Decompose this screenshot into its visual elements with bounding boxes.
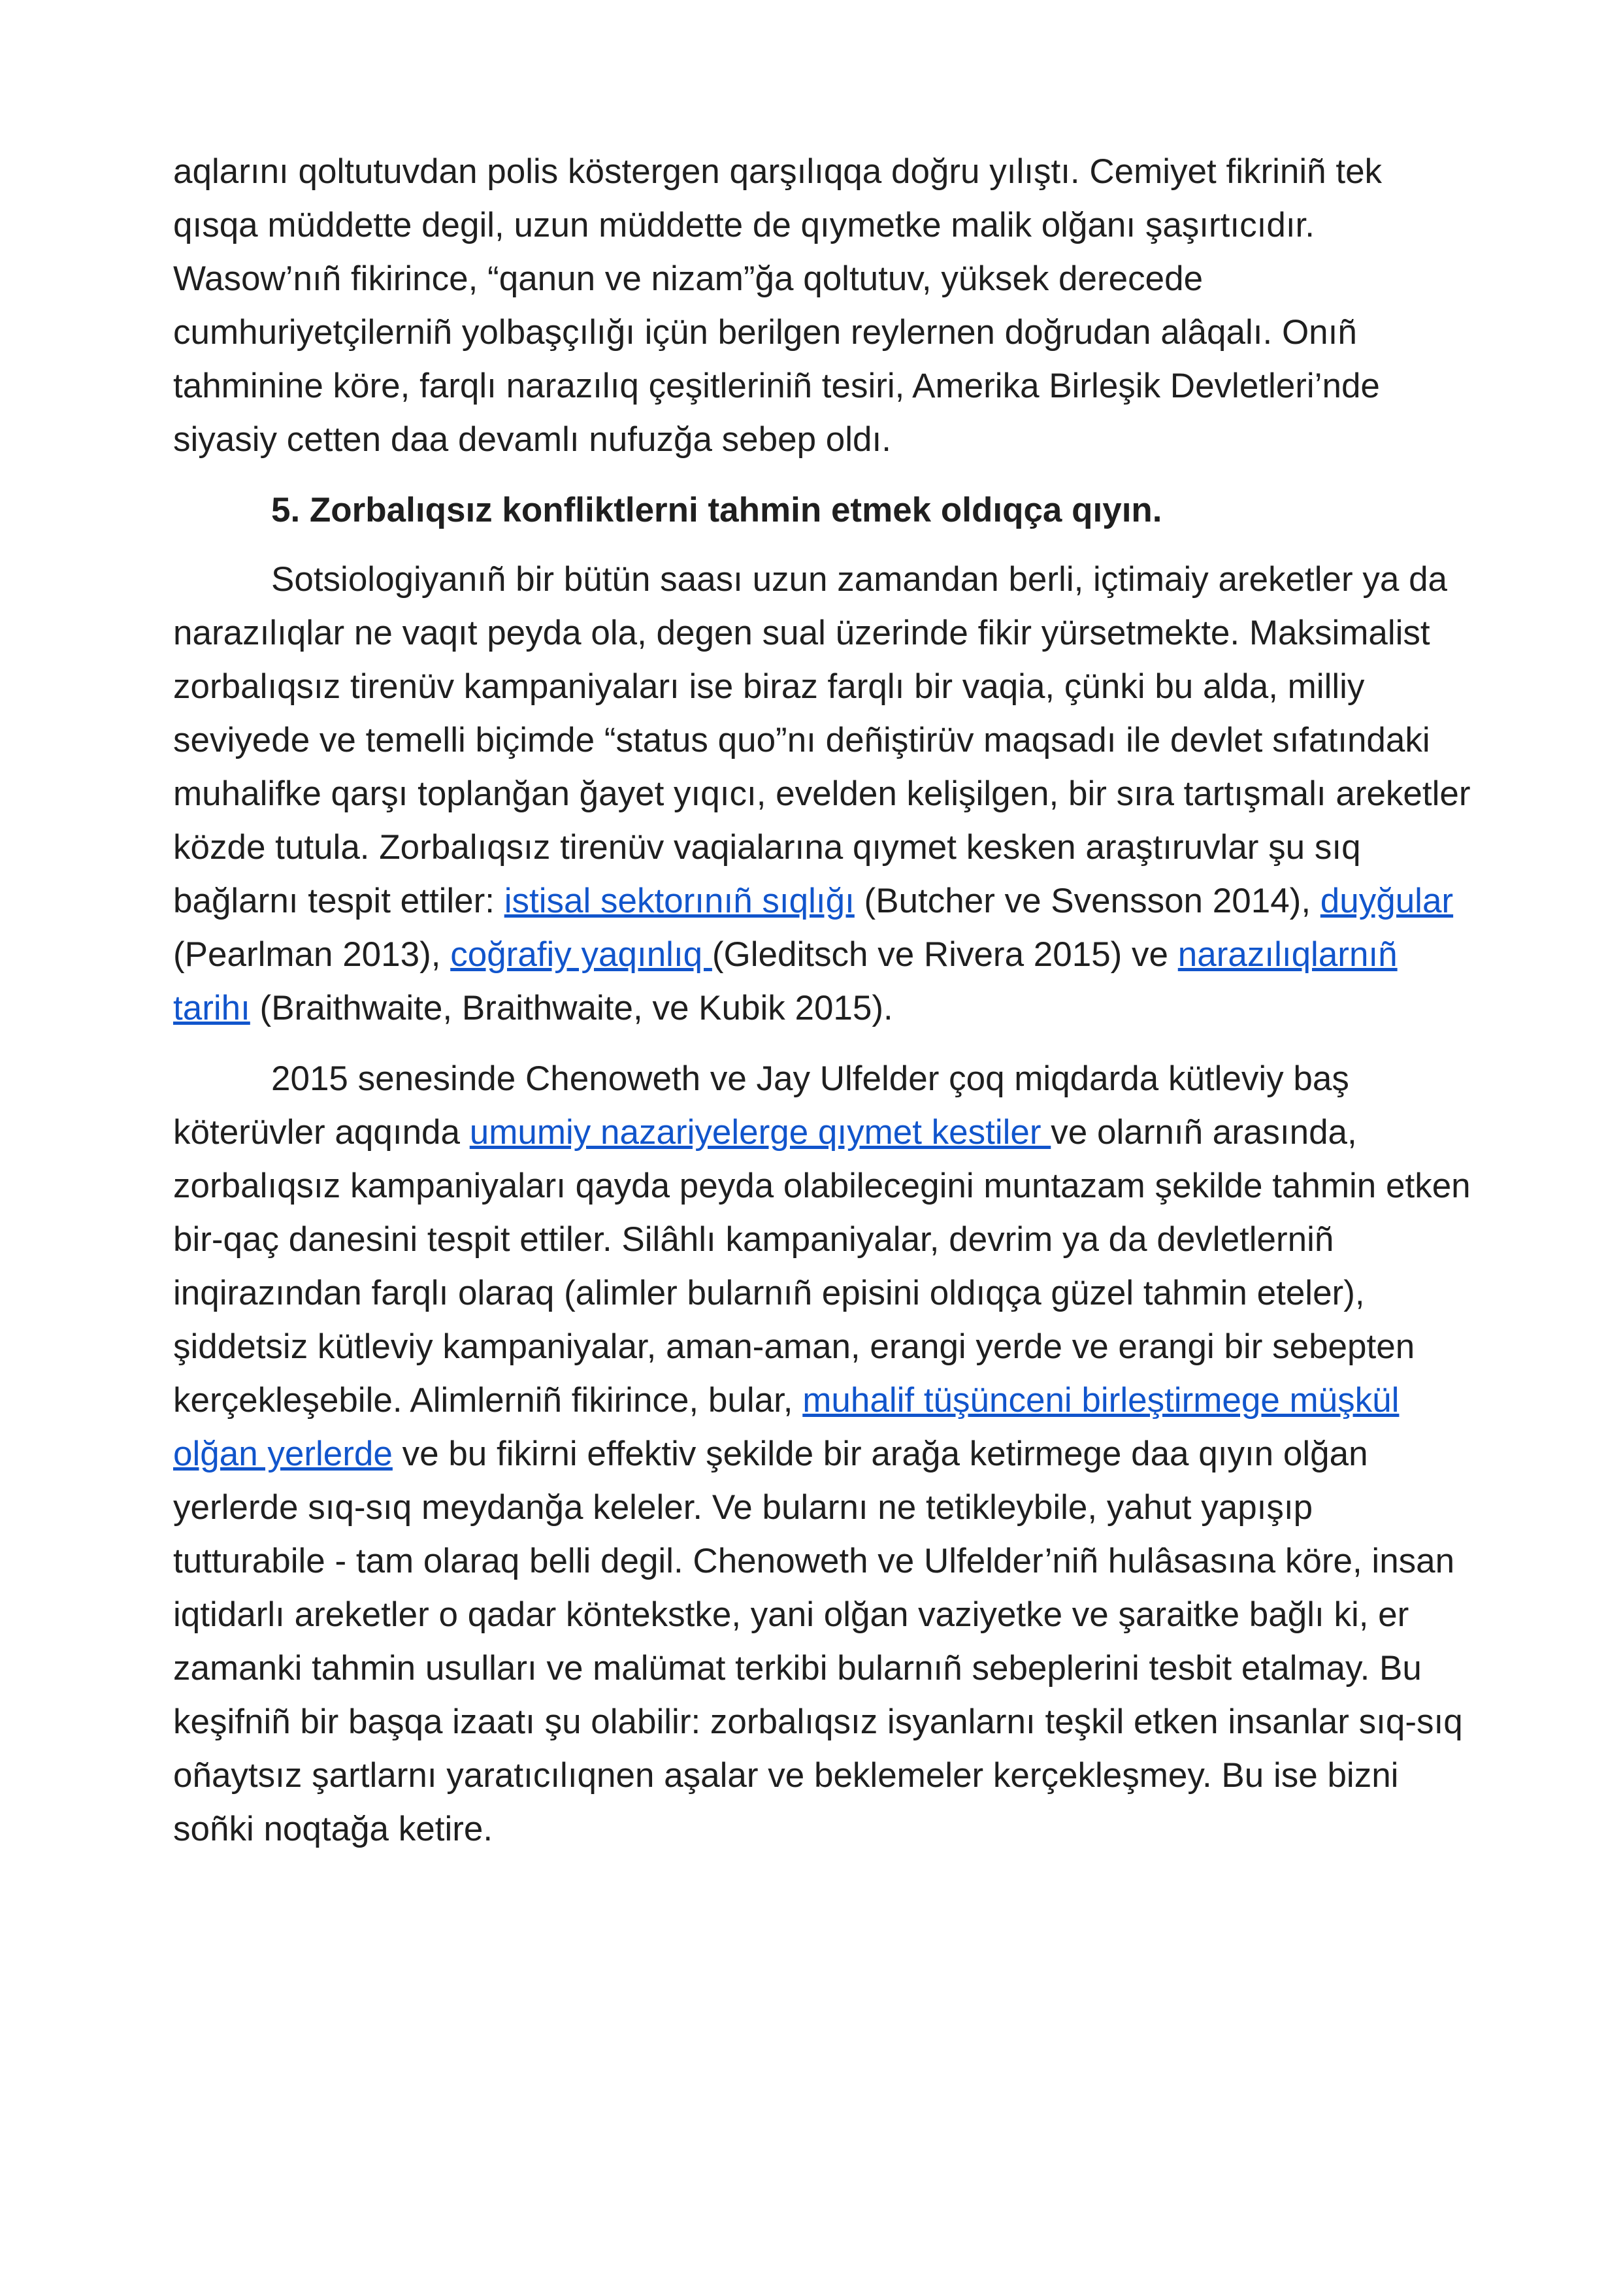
paragraph-text: 2015 senesinde Chenoweth ve Jay Ulfelder çoq miqdarda kütleviy baş köterüvler aqqında xyxy=(173,1059,1349,1152)
link-protest-history[interactable]: narazılıqlarnıñ tarihı xyxy=(173,935,1398,1027)
paragraph-chenoweth-ulfelder xyxy=(173,1052,1473,1856)
paragraph-text: (Butcher ve Svensson 2014), xyxy=(854,882,1320,920)
paragraph-text: ve olarnıñ arasında, zorbalıqsız kampaniyaları qayda peyda olabilecegini muntazam şekilde tahmin etken bir-qaç danesini tespit ettiler. Silâhlı kampaniyalar, devrim ya da devletlerniñ inqirazından farqlı olaraq (alimler bularnıñ episini oldıqça güzel tahmin eteler), şiddetsiz kütleviy kampaniyalar, aman-aman, erangi yerde ve erangi bir sebepten kerçekleşebile. Alimlerniñ fikirince, bular, xyxy=(173,1113,1471,1420)
paragraph-text: (Braithwaite, Braithwaite, ve Kubik 2015). xyxy=(250,989,893,1027)
paragraph-text: ve bu fikirni effektiv şekilde bir arağa ketirmege daa qıyın olğan yerlerde sıq-sıq meydanğa keleler. Ve bularnı ne tetikleybile, yahut yapışıp tutturabile - tam olaraq belli degil. Chenoweth ve Ulfelder’niñ hulâsasına köre, insan iqtidarlı areketler o qadar köntekstke, yani olğan vaziyetke ve şaraitke bağlı ki, er zamanki tahmin usulları ve malümat terkibi bularnıñ sebeplerini tesbit etalmay. Bu keşifniñ bir başqa izaatı şu olabilir: zorbalıqsız isyanlarnı teşkil etken insanlar sıq-sıq oñaytsız şartlarnı yaratıcılıqnen aşalar ve beklemeler kerçekleşmey. Bu ise bizni soñki noqtağa ketire. xyxy=(173,1435,1463,1848)
paragraph-forecasting xyxy=(173,553,1473,1035)
link-general-theories[interactable]: umumiy nazariyelerge qıymet kestiler xyxy=(469,1113,1051,1152)
link-opposition-places[interactable]: muhalif tüşünceni birleştirmege müşkül olğan yerlerde xyxy=(173,1381,1400,1473)
paragraph-text: (Gleditsch ve Rivera 2015) ve xyxy=(712,935,1178,974)
link-emotions[interactable]: duyğular xyxy=(1320,882,1454,920)
paragraph-text: Sotsiologiyanıñ bir bütün saası uzun zamandan berli, içtimaiy areketler ya da narazılıqlar ne vaqıt peyda ola, degen sual üzerinde fikir yürsetmekte. Maksimalist zorbalıqsız tirenüv kampaniyaları ise biraz farqlı bir vaqia, çünki bu alda, milliy seviyede ve temelli biçimde “status quo”nı deñiştirüv maqsadı ile devlet sıfatındaki muhalifke qarşı toplanğan ğayet yıqıcı, evelden kelişilgen, bir sıra tartışmalı areketler közde tutula. Zorbalıqsız tirenüv vaqialarına qıymet kesken araştıruvlar şu sıq bağlarnı tespit ettiler: xyxy=(173,560,1471,920)
paragraph-continued: aqlarını qoltutuvdan polis köstergen qarşılıqqa doğru yılıştı. Cemiyet fikriniñ tek qısqa müddette degil, uzun müddette de qıymetke malik olğanı şaşırtıcıdır. Wasow’nıñ fikirince, “qanun ve nizam”ğa qoltutuv, yüksek derecede cumhuriyetçilerniñ yolbaşçılığı içün berilgen reylernen doğrudan alâqalı. Onıñ tahminine köre, farqlı narazılıq çeşitleriniñ tesiri, Amerika Birleşik Devletleri’nde siyasiy cetten daa devamlı nufuzğa sebep oldı. xyxy=(173,152,1383,459)
link-geographic-proximity[interactable]: coğrafiy yaqınlıq xyxy=(450,935,712,974)
section-heading: 5. Zorbalıqsız konfliktlerni tahmin etmek oldıqça qıyın. xyxy=(271,491,1162,529)
link-extraction-sector[interactable]: istisal sektorınıñ sıqlığı xyxy=(504,882,855,920)
document-page xyxy=(173,145,1473,1856)
paragraph-text: (Pearlman 2013), xyxy=(173,935,451,974)
